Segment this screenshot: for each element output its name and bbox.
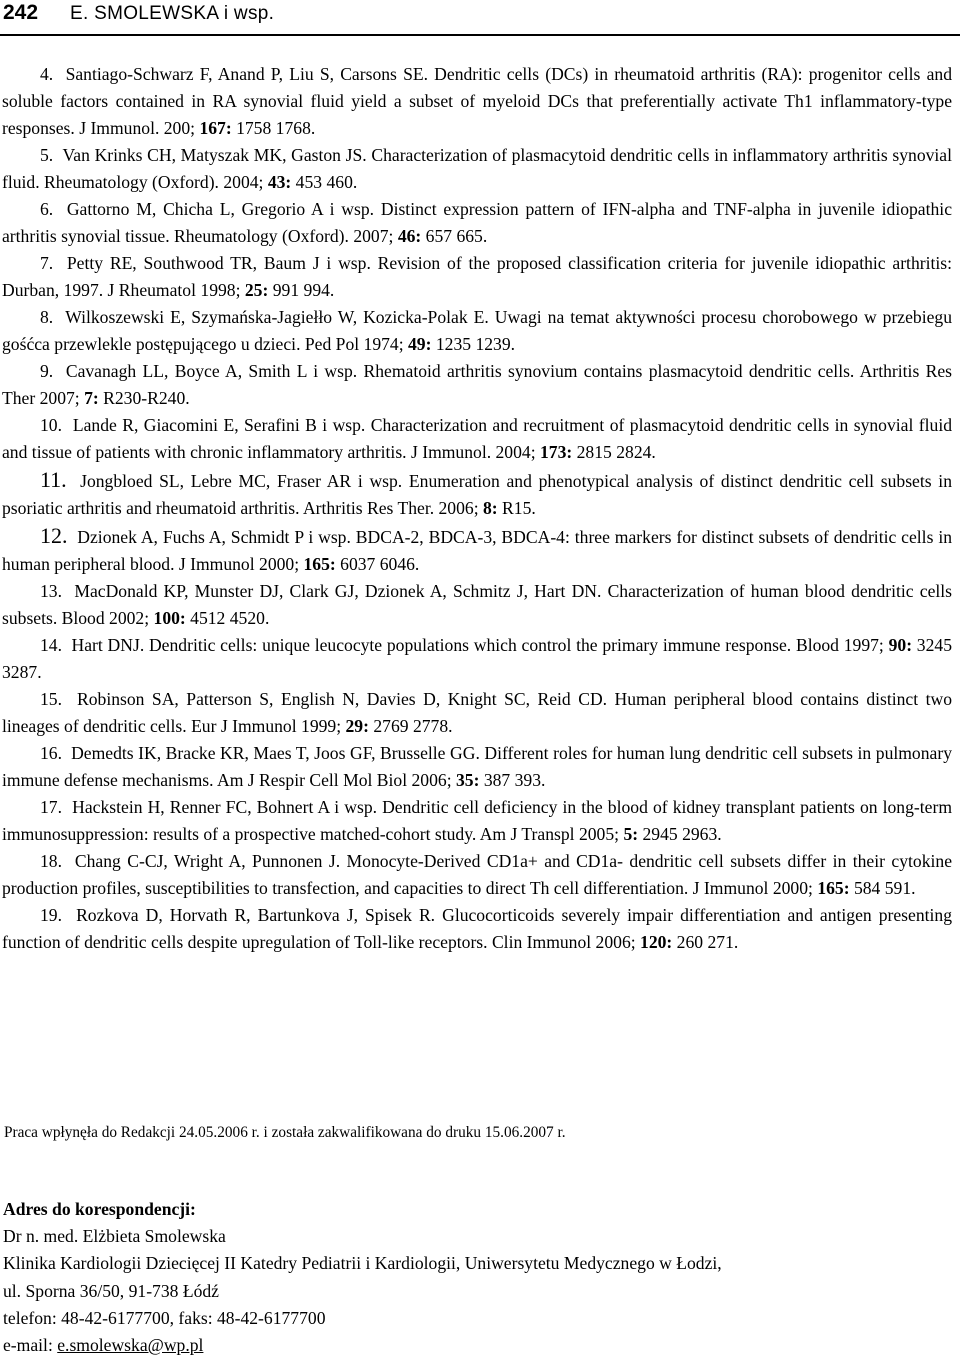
reference-item — [2, 740, 952, 794]
reference-text: Lande R, Giacomini E, Serafini B i wsp. Characterization and recruitment of plasmacytoid dendritic cells in synovial fluid and tissue of patients with chronic inflammatory arthritis. J Immunol. 2004; — [2, 415, 953, 462]
reference-item — [2, 794, 952, 848]
reference-item — [2, 142, 952, 196]
reference-item — [2, 61, 952, 142]
reference-item — [2, 632, 952, 686]
running-head: E. SMOLEWSKA i wsp. — [70, 3, 275, 24]
reference-number: 5. — [40, 145, 54, 165]
reference-item — [2, 686, 952, 740]
address-name: Dr n. med. Elżbieta Smolewska — [3, 1226, 226, 1247]
reference-number: 13. — [40, 581, 62, 601]
reference-number: 8. — [40, 307, 54, 327]
reference-number: 18. — [40, 851, 62, 871]
reference-text: Jongbloed SL, Lebre MC, Fraser AR i wsp. Enumeration and phenotypical analysis of distinct dendritic cell subsets in psoriatic arthritis and rheumatoid arthritis. Arthritis Res Ther. 2006; — [2, 471, 952, 518]
reference-text: 657 665. — [421, 226, 488, 246]
reference-number: 4. — [40, 64, 54, 84]
reference-text: 2769 2778. — [368, 716, 453, 736]
email-label: e-mail: — [3, 1335, 58, 1356]
reference-volume: 25: — [244, 280, 269, 300]
reference-text: Gattorno M, Chicha L, Gregorio A i wsp. Distinct expression pattern of IFN-alpha and TNF-alpha in juvenile idiopathic arthritis synovial tissue. Rheumatology (Oxford). 2007; — [2, 199, 952, 246]
reference-volume: 49: — [408, 334, 432, 354]
header-rule — [0, 34, 960, 36]
reference-number: 12. — [40, 523, 68, 548]
reference-text: Wilkoszewski E, Szymańska-Jagiełło W, Kozicka-Polak E. Uwagi na temat aktywności procesu chorobowego w przebiegu gośćca przewlekle postępującego u dzieci. Ped Pol 1974; — [2, 307, 953, 354]
reference-list — [2, 61, 952, 956]
reference-text: 453 460. — [291, 172, 358, 192]
reference-text: Cavanagh LL, Boyce A, Smith L i wsp. Rhematoid arthritis synovium contains plasmacytoid dendritic cells. Arthritis Res Ther 2007; — [2, 361, 953, 408]
reference-item — [2, 196, 952, 250]
reference-text: 387 393. — [479, 770, 546, 790]
reference-text: 4512 4520. — [185, 608, 270, 628]
reference-item — [2, 578, 952, 632]
reference-text: Dzionek A, Fuchs A, Schmidt P i wsp. BDCA-2, BDCA-3, BDCA-4: three markers for distinct subsets of dendritic cells in human peripheral blood. J Immunol 2000; — [2, 527, 952, 574]
correspondence-address — [3, 1196, 953, 1359]
reference-number: 14. — [40, 635, 62, 655]
reference-volume: 167: — [199, 118, 232, 138]
reference-number: 10. — [40, 415, 62, 435]
submission-footnote: Praca wpłynęła do Redakcji 24.05.2006 r. i została zakwalifikowana do druku 15.06.2007 r. — [4, 1124, 566, 1141]
reference-text: Santiago-Schwarz F, Anand P, Liu S, Carsons SE. Dendritic cells (DCs) in rheumatoid arthritis (RA): progenitor cells and soluble factors contained in RA synovial fluid yield a subset of myeloid DCs that preferentially activate Th1 inflammatory-type responses. J Immunol. 200; — [2, 64, 952, 138]
reference-volume: 165: — [303, 554, 336, 574]
reference-text: Van Krinks CH, Matyszak MK, Gaston JS. Characterization of plasmacytoid dendritic cells in inflammatory arthritis synovial fluid. Rheumatology (Oxford). 2004; — [2, 145, 952, 192]
reference-volume: 7: — [84, 388, 99, 408]
reference-text: 991 994. — [268, 280, 335, 300]
reference-text: Hackstein H, Renner FC, Bohnert A i wsp. Dendritic cell deficiency in the blood of kidney transplant patients on long-term immunosuppression: results of a prospective matched-cohort study. Am J Transpl 2005; — [2, 797, 952, 844]
reference-text: R15. — [497, 498, 536, 518]
reference-volume: 165: — [817, 878, 850, 898]
reference-item — [2, 522, 952, 578]
address-street: ul. Sporna 36/50, 91-738 Łódź — [3, 1280, 219, 1301]
reference-number: 9. — [40, 361, 54, 381]
reference-text: Chang C-CJ, Wright A, Punnonen J. Monocyte-Derived CD1a+ and CD1a- dendritic cell subsets differ in their cytokine production profiles, susceptibilities to transfection, and capacities to direct Th cell differentiation. J Immunol 2000; — [2, 851, 953, 898]
reference-text: 1235 1239. — [431, 334, 516, 354]
reference-text: Demedts IK, Bracke KR, Maes T, Joos GF, Brusselle GG. Different roles for human lung dendritic cell subsets in pulmonary immune defense mechanisms. Am J Respir Cell Mol Biol 2006; — [2, 743, 952, 790]
reference-volume: 43: — [267, 172, 292, 192]
reference-number: 15. — [40, 689, 62, 709]
reference-number: 19. — [40, 905, 62, 925]
reference-text: Petty RE, Southwood TR, Baum J i wsp. Revision of the proposed classification criteria for juvenile idiopathic arthritis: Durban, 1997. J Rheumatol 1998; — [2, 253, 953, 300]
reference-item — [2, 902, 952, 956]
reference-item — [2, 848, 952, 902]
reference-text: 3245 3287. — [2, 635, 952, 682]
reference-item — [2, 466, 952, 522]
reference-text: R230-R240. — [98, 388, 190, 408]
reference-volume: 35: — [455, 770, 480, 790]
reference-text: 2815 2824. — [572, 442, 656, 462]
address-phone: telefon: 48-42-6177700, faks: 48-42-6177700 — [3, 1307, 326, 1328]
reference-text: Robinson SA, Patterson S, English N, Davies D, Knight SC, Reid CD. Human peripheral blood contains distinct two lineages of dendritic cells. Eur J Immunol 1999; — [2, 689, 953, 736]
address-title: Adres do korespondencji: — [3, 1199, 196, 1219]
reference-text: 6037 6046. — [335, 554, 420, 574]
reference-text: 1758 1768. — [231, 118, 316, 138]
reference-text: 2945 2963. — [638, 824, 722, 844]
reference-number: 6. — [40, 199, 54, 219]
reference-volume: 173: — [539, 442, 573, 462]
reference-volume: 5: — [623, 824, 639, 844]
reference-item — [2, 304, 952, 358]
reference-number: 11. — [40, 467, 67, 492]
address-institution: Klinika Kardiologii Dziecięcej II Katedry Pediatrii i Kardiologii, Uniwersytetu Medycznego w Łodzi, — [3, 1253, 722, 1274]
reference-text: 260 271. — [672, 932, 739, 952]
reference-number: 7. — [40, 253, 54, 273]
reference-volume: 120: — [640, 932, 673, 952]
reference-text: MacDonald KP, Munster DJ, Clark GJ, Dzionek A, Schmitz J, Hart DN. Characterization of human blood dendritic cells subsets. Blood 2002; — [2, 581, 953, 628]
reference-volume: 8: — [482, 498, 498, 518]
reference-number: 17. — [40, 797, 62, 817]
reference-volume: 100: — [153, 608, 186, 628]
email-link[interactable]: e.smolewska@wp.pl — [57, 1335, 204, 1356]
reference-number: 16. — [40, 743, 62, 763]
reference-volume: 46: — [397, 226, 422, 246]
page-number: 242 — [3, 1, 39, 24]
reference-text: Rozkova D, Horvath R, Bartunkova J, Spisek R. Glucocorticoids severely impair differentiation and antigen presenting function of dendritic cells despite upregulation of Toll-like receptors. Clin Immunol 2006; — [2, 905, 952, 952]
reference-volume: 90: — [888, 635, 913, 655]
reference-text: 584 591. — [849, 878, 916, 898]
reference-item — [2, 250, 952, 304]
reference-item — [2, 358, 952, 412]
reference-volume: 29: — [345, 716, 369, 736]
reference-text: Hart DNJ. Dendritic cells: unique leucocyte populations which control the primary immune response. Blood 1997; — [71, 635, 889, 655]
address-email-line — [3, 1332, 953, 1359]
page-header — [0, 0, 960, 36]
reference-item — [2, 412, 952, 466]
